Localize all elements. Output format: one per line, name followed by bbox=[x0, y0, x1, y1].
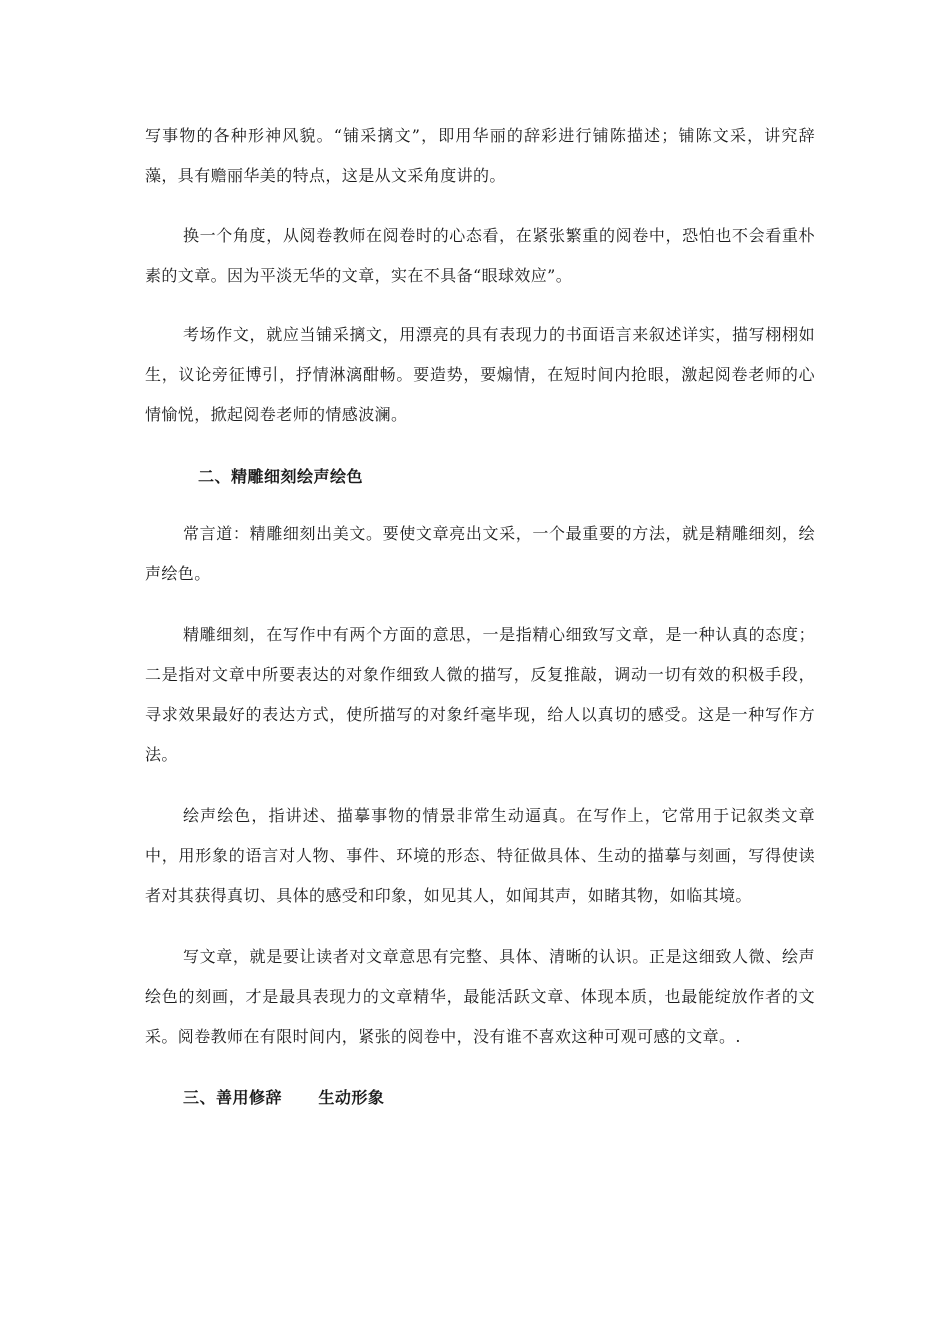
section-heading-2: 二、精雕细刻绘声绘色 bbox=[198, 467, 364, 486]
paragraph-ornate-writing-continued: 写事物的各种形神风貌。“铺采摛文”，即用华丽的辞彩进行铺陈描述；铺陈文采，讲究辞藻，具有赡丽华美的特点，这是从文采角度讲的。 bbox=[145, 126, 815, 185]
paragraph-vivid-description: 绘声绘色，指讲述、描摹事物的情景非常生动逼真。在写作上，它常用于记叙类文章中，用形象的语言对人物、事件、环境的形态、特征做具体、生动的描摹与刻画，写得使读者对其获得真切、具体的感受和印象，如见其人，如闻其声，如睹其物，如临其境。 bbox=[145, 806, 815, 905]
section-heading-3: 三、善用修辞 生动形象 bbox=[183, 1088, 385, 1107]
paragraph-exam-essay: 考场作文，就应当铺采摛文，用漂亮的具有表现力的书面语言来叙述详实，描写栩栩如生，议论旁征博引，抒情淋漓酣畅。要造势，要煽情，在短时间内抢眼，激起阅卷老师的心情愉悦，掀起阅卷老师的情感波澜。 bbox=[145, 325, 815, 424]
paragraph-meticulous-carving: 精雕细刻，在写作中有两个方面的意思，一是指精心细致写文章，是一种认真的态度；二是指对文章中所要表达的对象作细致人微的描写，反复推敲，调动一切有效的积极手段，寻求效果最好的表达方式，使所描写的对象纤毫毕现，给人以真切的感受。这是一种写作方法。 bbox=[145, 625, 815, 764]
paragraph-grader-perspective: 换一个角度，从阅卷教师在阅卷时的心态看，在紧张繁重的阅卷中，恐怕也不会看重朴素的文章。因为平淡无华的文章，实在不具备“眼球效应”。 bbox=[145, 226, 815, 285]
paragraph-saying: 常言道：精雕细刻出美文。要使文章亮出文采，一个最重要的方法，就是精雕细刻，绘声绘色。 bbox=[145, 524, 815, 583]
paragraph-writing-purpose: 写文章，就是要让读者对文章意思有完整、具体、清晰的认识。正是这细致人微、绘声绘色的刻画，才是最具表现力的文章精华，最能活跃文章、体现本质，也最能绽放作者的文采。阅卷教师在有限时间内，紧张的阅卷中，没有谁不喜欢这种可观可感的文章。. bbox=[145, 947, 815, 1046]
